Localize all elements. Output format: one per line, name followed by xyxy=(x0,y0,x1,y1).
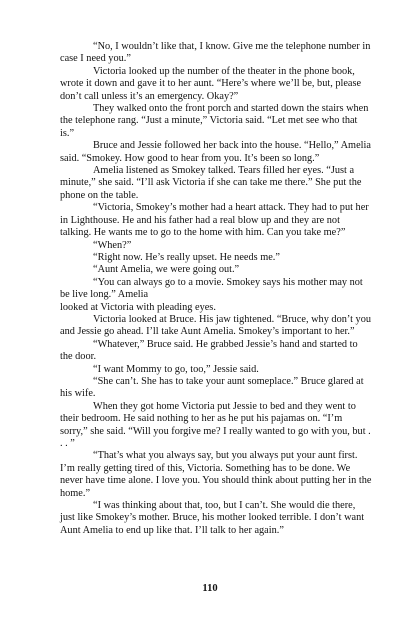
paragraph: Victoria looked at Bruce. His jaw tightened. “Bruce, why don’t you and Jessie go ahead. I’ll take Aunt Amelia. Smokey’s important to her.” xyxy=(60,313,371,338)
paragraph: “When?” xyxy=(93,239,132,251)
paragraph: “No, I wouldn’t like that, I know. Give me the telephone number in case I need you.” xyxy=(60,41,371,65)
page-number: 110 xyxy=(202,583,218,594)
paragraph: They walked onto the front porch and started down the stairs when the telephone rang. “Just a minute,” Victoria said. “Let met see who that is.” xyxy=(60,103,369,139)
paragraph: “Victoria, Smokey’s mother had a heart attack. They had to put her in Lighthouse. He and his father had a real blow up and they are not talking. He wants me to go to the home with him. Can you take me?” xyxy=(60,202,369,239)
body-text xyxy=(60,41,372,537)
paragraph: “Whatever,” Bruce said. He grabbed Jessie’s hand and started to the door. xyxy=(60,338,358,363)
paragraph: “Right now. He’s really upset. He needs me.” xyxy=(93,251,280,263)
paragraph: Amelia listened as Smokey talked. Tears filled her eyes. “Just a minute,” she said. “I’ll ask Victoria if she can take me there.” She put the phone on the table. xyxy=(60,165,362,201)
paragraph: “I want Mommy to go, too,” Jessie said. xyxy=(93,363,259,375)
paragraph: looked at Victoria with pleading eyes. xyxy=(60,301,216,313)
paragraph: When they got home Victoria put Jessie to bed and they went to their bedroom. He said nothing to her as he put his pajamas on. “I’m sorry,” she said. “Will you forgive me? I really wanted to go with you, but . . . ” xyxy=(60,400,371,449)
paragraph: “I was thinking about that, too, but I can’t. She would die there, just like Smokey’s mother. Bruce, his mother looked terrible. I don’t want Aunt Amelia to end up like that. I’ll talk to her again.” xyxy=(60,500,365,536)
paragraph: “She can’t. She has to take your aunt someplace.” Bruce glared at his wife. xyxy=(60,375,364,400)
paragraph: “That’s what you always say, but you always put your aunt first. I’m really getting tired of this, Victoria. Something has to be done. We never have time alone. I love you. You should think about putting her in the home.” xyxy=(60,450,372,499)
paragraph: Bruce and Jessie followed her back into the house. “Hello,” Amelia said. “Smokey. How good to hear from you. It’s been so long.” xyxy=(60,140,371,164)
paragraph: “Aunt Amelia, we were going out.” xyxy=(93,264,240,276)
paragraph: Victoria looked up the number of the theater in the phone book, wrote it down and gave it to her aunt. “Here’s where we’ll be, but, please don’t call unless it’s an emergency. Okay?” xyxy=(60,65,362,102)
paragraph: “You can always go to a movie. Smokey says his mother may not be live long.” Amelia xyxy=(60,276,363,301)
